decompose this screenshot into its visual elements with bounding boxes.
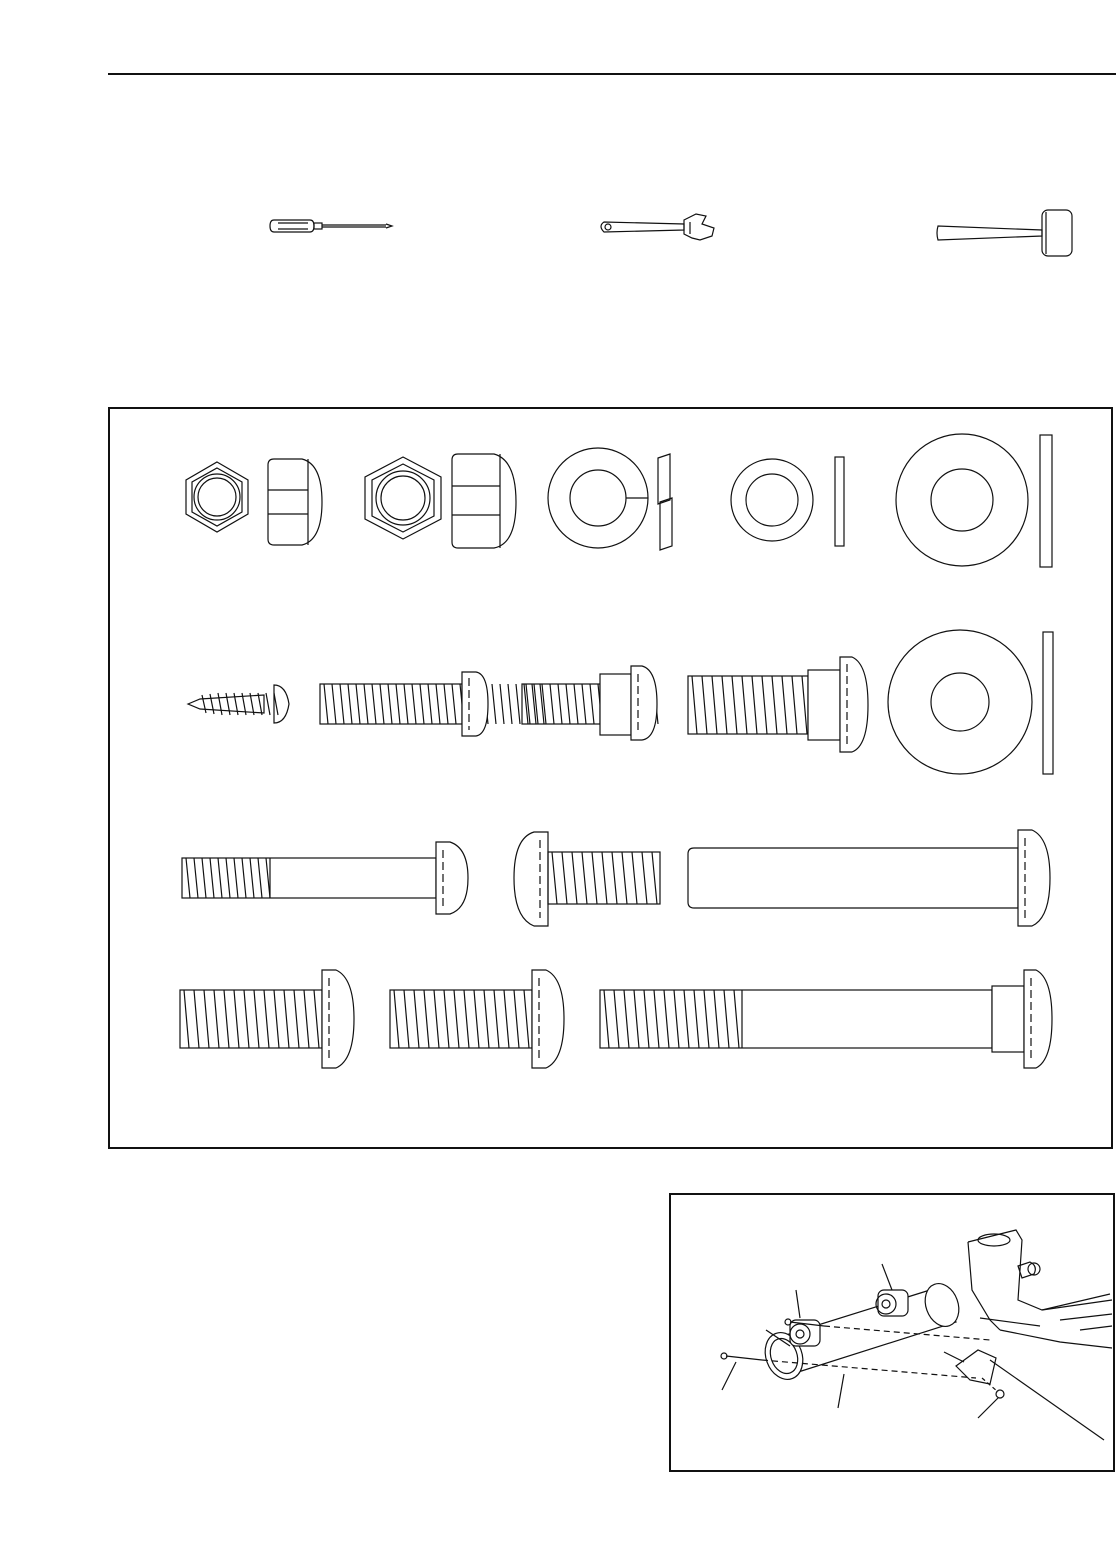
button-bolt-icon <box>320 672 544 736</box>
large-nylon-locknut-icon <box>365 454 516 548</box>
button-bolt-icon <box>390 970 564 1068</box>
large-flat-washer-icon <box>888 630 1053 774</box>
stabilizer-assembly-diagram <box>669 1193 1115 1472</box>
rubber-mallet-icon <box>934 206 1080 260</box>
split-washer-icon <box>548 448 672 550</box>
adjustable-wrench-icon <box>596 208 722 248</box>
long-shoulder-bolt-icon <box>600 970 1052 1068</box>
header-rule <box>108 73 1116 75</box>
screw-icon <box>188 685 289 723</box>
partially-threaded-bolt-icon <box>182 842 468 914</box>
shoulder-bolt-icon <box>688 657 868 752</box>
button-bolt-icon <box>514 832 660 926</box>
axle-bolt-icon <box>688 830 1050 926</box>
phillips-screwdriver-icon <box>268 210 396 242</box>
small-nylon-locknut-icon <box>186 459 322 545</box>
large-flat-washer-icon <box>896 434 1052 567</box>
button-bolt-icon <box>180 970 354 1068</box>
flat-washer-icon <box>731 457 844 546</box>
parts-identification-chart <box>108 407 1113 1149</box>
